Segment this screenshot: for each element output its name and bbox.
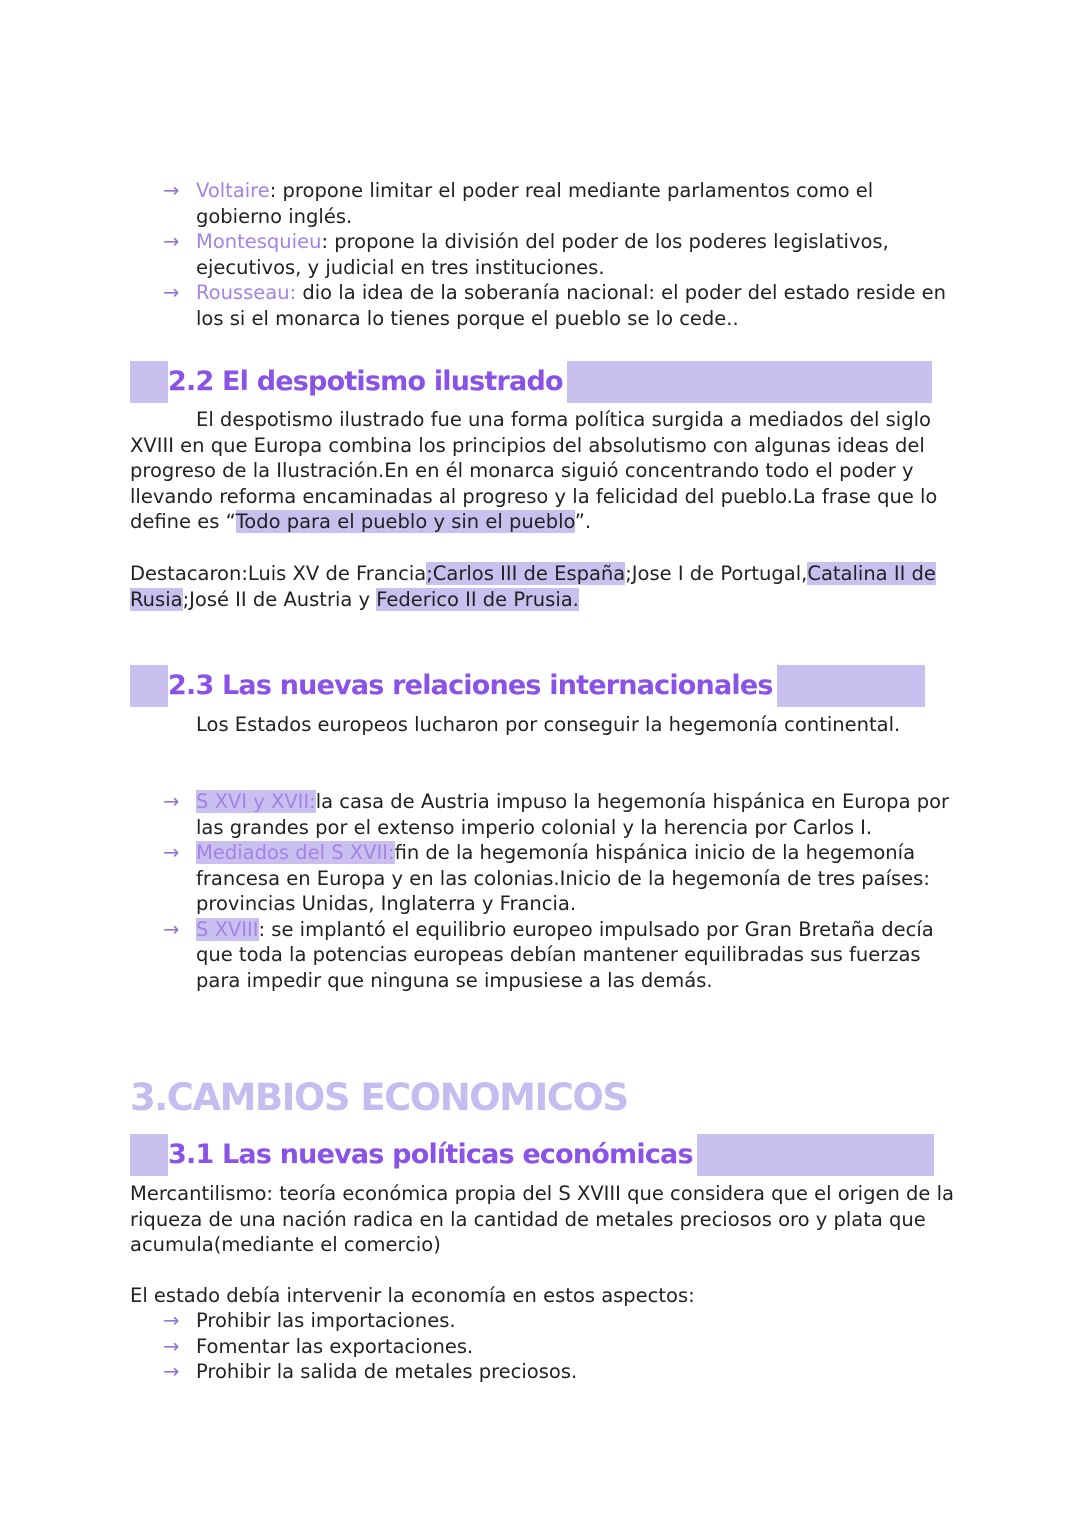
arrow-icon: → bbox=[163, 917, 180, 941]
list-item: → Rousseau: dio la idea de la soberanía nacional: el poder del estado reside en los si el monarca lo tienes porque el pueblo se lo cede.. bbox=[163, 281, 947, 330]
section-title-2-3: 2.3 Las nuevas relaciones internacionales bbox=[168, 665, 777, 707]
arrow-icon: → bbox=[163, 790, 180, 813]
paragraph-intro-2-3: Los Estados europeos lucharon por conseguir la hegemonía continental. bbox=[196, 713, 901, 736]
section-title-2-2: 2.2 El despotismo ilustrado bbox=[168, 361, 567, 403]
paragraph-despotismo: El despotismo ilustrado fue una forma política surgida a mediados del siglo XVIII en que Europa combina los principios del absolutismo con algunas ideas del progreso de la Ilustración.En en él monarca siguió concentrando todo el poder y llevando reforma encaminadas al progreso y la felicidad del pueblo.La frase que lo define es “Todo para el pueblo y sin el pueblo”. bbox=[130, 408, 938, 533]
arrow-icon: → bbox=[163, 1334, 180, 1358]
arrow-icon: → bbox=[163, 230, 180, 253]
economy-list bbox=[130, 1308, 960, 1385]
philosophers-list bbox=[130, 178, 960, 331]
arrow-icon: → bbox=[163, 1360, 180, 1383]
paragraph-intervencion: El estado debía intervenir la economía en estos aspectos: bbox=[130, 1284, 695, 1307]
hegemony-list bbox=[130, 789, 960, 993]
list-item: → Fomentar las exportaciones. bbox=[163, 1334, 474, 1358]
list-item: → S XVIII: se implantó el equilibrio europeo impulsado por Gran Bretaña decía que toda la potencias europeas debían mantener equilibradas sus fuerzas para impedir que ninguna se impusiese a las demás. bbox=[163, 917, 934, 992]
arrow-icon: → bbox=[163, 1309, 180, 1332]
arrow-icon: → bbox=[163, 841, 180, 864]
list-item: → Prohibir la salida de metales preciosos. bbox=[163, 1360, 578, 1383]
paragraph-mercantilismo: Mercantilismo: teoría económica propia del S XVIII que considera que el origen de la riqueza de una nación radica en la cantidad de metales preciosos oro y plata que acumula(mediante el comercio) bbox=[130, 1182, 954, 1256]
paragraph-destacaron: Destacaron:Luis XV de Francia;Carlos III de España;Jose I de Portugal,Catalina II de Rusia;José II de Austria y Federico II de Prusia. bbox=[130, 562, 936, 611]
highlighted-quote: Todo para el pueblo y sin el pueblo bbox=[235, 510, 575, 533]
arrow-icon: → bbox=[163, 281, 180, 304]
section-title-3-1: 3.1 Las nuevas políticas económicas bbox=[168, 1134, 697, 1176]
list-item: → Montesquieu: propone la división del poder de los poderes legislativos, ejecutivos, y judicial en tres instituciones. bbox=[163, 230, 889, 279]
list-item: → Prohibir las importaciones. bbox=[163, 1309, 456, 1332]
list-item: → Mediados del S XVII:fin de la hegemonía hispánica inicio de la hegemonía francesa en Europa y en las colonias.Inicio de la hegemonía de tres países: provincias Unidas, Inglaterra y Francia. bbox=[163, 841, 930, 915]
list-item: → S XVI y XVII:la casa de Austria impuso la hegemonía hispánica en Europa por las grandes por el extenso imperio colonial y la herencia por Carlos I. bbox=[163, 790, 950, 839]
chapter-title: 3.CAMBIOS ECONOMICOS bbox=[130, 1076, 628, 1119]
arrow-icon: → bbox=[163, 179, 180, 202]
list-item: → Voltaire: propone limitar el poder real mediante parlamentos como el gobierno inglés. bbox=[163, 179, 874, 228]
